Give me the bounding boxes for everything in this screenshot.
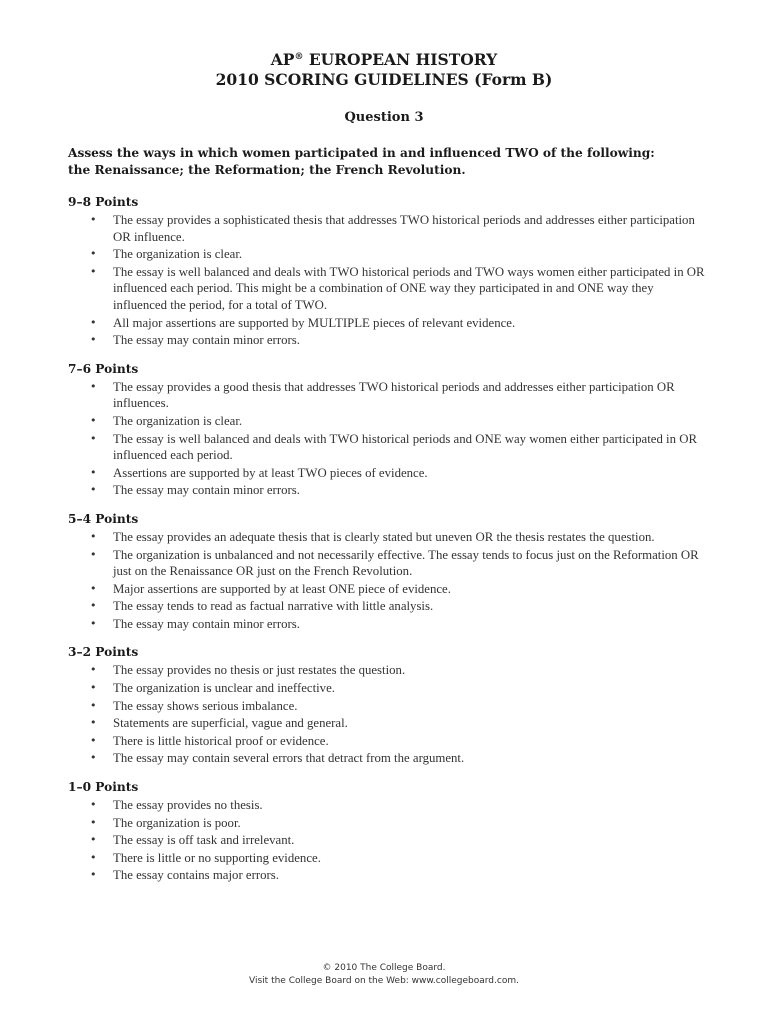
criteria-text: The essay may contain minor errors. — [113, 616, 300, 631]
score-band-heading: 3–2 Points — [68, 645, 139, 660]
bullet-icon: • — [90, 333, 97, 347]
document-title — [0, 47, 768, 90]
criteria-item — [68, 547, 708, 580]
criteria-item — [68, 867, 708, 884]
bullet-icon: • — [90, 431, 97, 445]
criteria-text: The essay may contain minor errors. — [113, 333, 300, 348]
copyright-line: © 2010 The College Board. — [322, 963, 446, 973]
bullet-icon: • — [90, 264, 97, 278]
criteria-item — [68, 832, 708, 849]
bullet-icon: • — [90, 868, 97, 882]
bullet-icon: • — [90, 599, 97, 613]
scoring-sections — [68, 194, 708, 896]
criteria-item — [68, 482, 708, 499]
criteria-item — [68, 246, 708, 263]
criteria-item — [68, 315, 708, 332]
bullet-icon: • — [90, 716, 97, 730]
criteria-item — [68, 598, 708, 615]
score-band-heading: 1–0 Points — [68, 780, 139, 795]
criteria-text: The organization is clear. — [113, 247, 243, 262]
score-band-heading: 5–4 Points — [68, 511, 139, 526]
criteria-text: The essay provides a sophisticated thesis that addresses TWO historical periods and addresses either participation OR influence. — [113, 213, 695, 244]
criteria-item — [68, 733, 708, 750]
bullet-icon: • — [90, 751, 97, 765]
criteria-item — [68, 698, 708, 715]
footer — [0, 962, 768, 987]
bullet-icon: • — [90, 413, 97, 427]
criteria-list — [68, 379, 708, 499]
criteria-text: The essay provides a good thesis that addresses TWO historical periods and addresses either participation OR influences. — [113, 379, 675, 411]
prompt-line-2: the Renaissance; the Reformation; the French Revolution. — [68, 163, 466, 177]
criteria-list — [68, 212, 708, 349]
bullet-icon: • — [90, 663, 97, 677]
registered-mark: ® — [294, 52, 304, 62]
score-band-section — [68, 644, 708, 767]
criteria-text: The essay shows serious imbalance. — [113, 698, 298, 713]
criteria-item — [68, 379, 708, 412]
bullet-icon: • — [90, 833, 97, 847]
criteria-item — [68, 715, 708, 732]
criteria-text: Major assertions are supported by at least ONE piece of evidence. — [113, 581, 451, 596]
criteria-text: Statements are superficial, vague and general. — [113, 716, 348, 731]
score-band-heading: 9–8 Points — [68, 195, 139, 209]
criteria-text: All major assertions are supported by MULTIPLE pieces of relevant evidence. — [113, 315, 516, 330]
criteria-item — [68, 680, 708, 697]
criteria-item — [68, 662, 708, 679]
criteria-item — [68, 413, 708, 430]
criteria-list — [68, 797, 708, 884]
criteria-item — [68, 616, 708, 633]
criteria-item — [68, 264, 708, 314]
score-band-section — [68, 361, 708, 499]
score-band-section — [68, 779, 708, 884]
criteria-list — [68, 662, 708, 767]
bullet-icon: • — [90, 616, 97, 630]
criteria-item — [68, 332, 708, 349]
bullet-icon: • — [90, 247, 97, 261]
title-line-1: AP® EUROPEAN HISTORY — [270, 50, 498, 69]
criteria-item — [68, 750, 708, 767]
criteria-text: The essay contains major errors. — [113, 868, 279, 883]
bullet-icon: • — [90, 529, 97, 543]
question-prompt — [68, 145, 708, 179]
bullet-icon: • — [90, 483, 97, 497]
criteria-item — [68, 465, 708, 482]
criteria-text: The essay provides no thesis or just restates the question. — [113, 663, 406, 678]
criteria-item — [68, 850, 708, 867]
criteria-text: The organization is clear. — [113, 413, 243, 428]
title-line-2: 2010 SCORING GUIDELINES (Form B) — [215, 70, 553, 89]
criteria-text: The essay is well balanced and deals with TWO historical periods and TWO ways women either participated in OR influenced each period. This might be a combination of ONE way they participated in and ONE way they influenced the period, for a total of TWO. — [113, 264, 705, 312]
criteria-item — [68, 431, 708, 464]
bullet-icon: • — [90, 379, 97, 393]
bullet-icon: • — [90, 815, 97, 829]
criteria-item — [68, 529, 708, 546]
criteria-item — [68, 212, 708, 245]
criteria-text: The organization is unclear and ineffective. — [113, 681, 335, 696]
criteria-text: The essay tends to read as factual narrative with little analysis. — [113, 599, 434, 614]
criteria-text: The organization is unbalanced and not necessarily effective. The essay tends to focus just on the Reformation OR just on the Renaissance OR just on the French Revolution. — [113, 547, 699, 579]
bullet-icon: • — [90, 733, 97, 747]
criteria-text: The essay provides no thesis. — [113, 798, 263, 813]
bullet-icon: • — [90, 698, 97, 712]
criteria-text: The essay is well balanced and deals with TWO historical periods and ONE way women either participated in OR influenced each period. — [113, 431, 697, 463]
bullet-icon: • — [90, 850, 97, 864]
score-band-section — [68, 511, 708, 633]
criteria-text: Assertions are supported by at least TWO pieces of evidence. — [113, 465, 428, 480]
criteria-text: The organization is poor. — [113, 815, 241, 830]
bullet-icon: • — [90, 681, 97, 695]
score-band-heading: 7–6 Points — [68, 361, 139, 376]
bullet-icon: • — [90, 581, 97, 595]
question-number: Question 3 — [344, 110, 424, 125]
prompt-line-1: Assess the ways in which women participated in and influenced TWO of the following: — [68, 146, 655, 160]
bullet-icon: • — [90, 465, 97, 479]
criteria-list — [68, 529, 708, 633]
bullet-icon: • — [90, 315, 97, 329]
criteria-text: The essay is off task and irrelevant. — [113, 833, 295, 848]
bullet-icon: • — [90, 547, 97, 561]
website-line: Visit the College Board on the Web: www.collegeboard.com. — [249, 975, 519, 986]
criteria-text: The essay may contain several errors that detract from the argument. — [113, 751, 465, 766]
criteria-text: There is little or no supporting evidence. — [113, 850, 321, 865]
criteria-text: The essay may contain minor errors. — [113, 483, 300, 498]
bullet-icon: • — [90, 798, 97, 812]
criteria-item — [68, 581, 708, 598]
criteria-text: There is little historical proof or evidence. — [113, 733, 329, 748]
criteria-text: The essay provides an adequate thesis that is clearly stated but uneven OR the thesis restates the question. — [113, 529, 655, 544]
criteria-item — [68, 797, 708, 814]
bullet-icon: • — [90, 213, 97, 226]
criteria-item — [68, 815, 708, 832]
score-band-section — [68, 194, 708, 349]
